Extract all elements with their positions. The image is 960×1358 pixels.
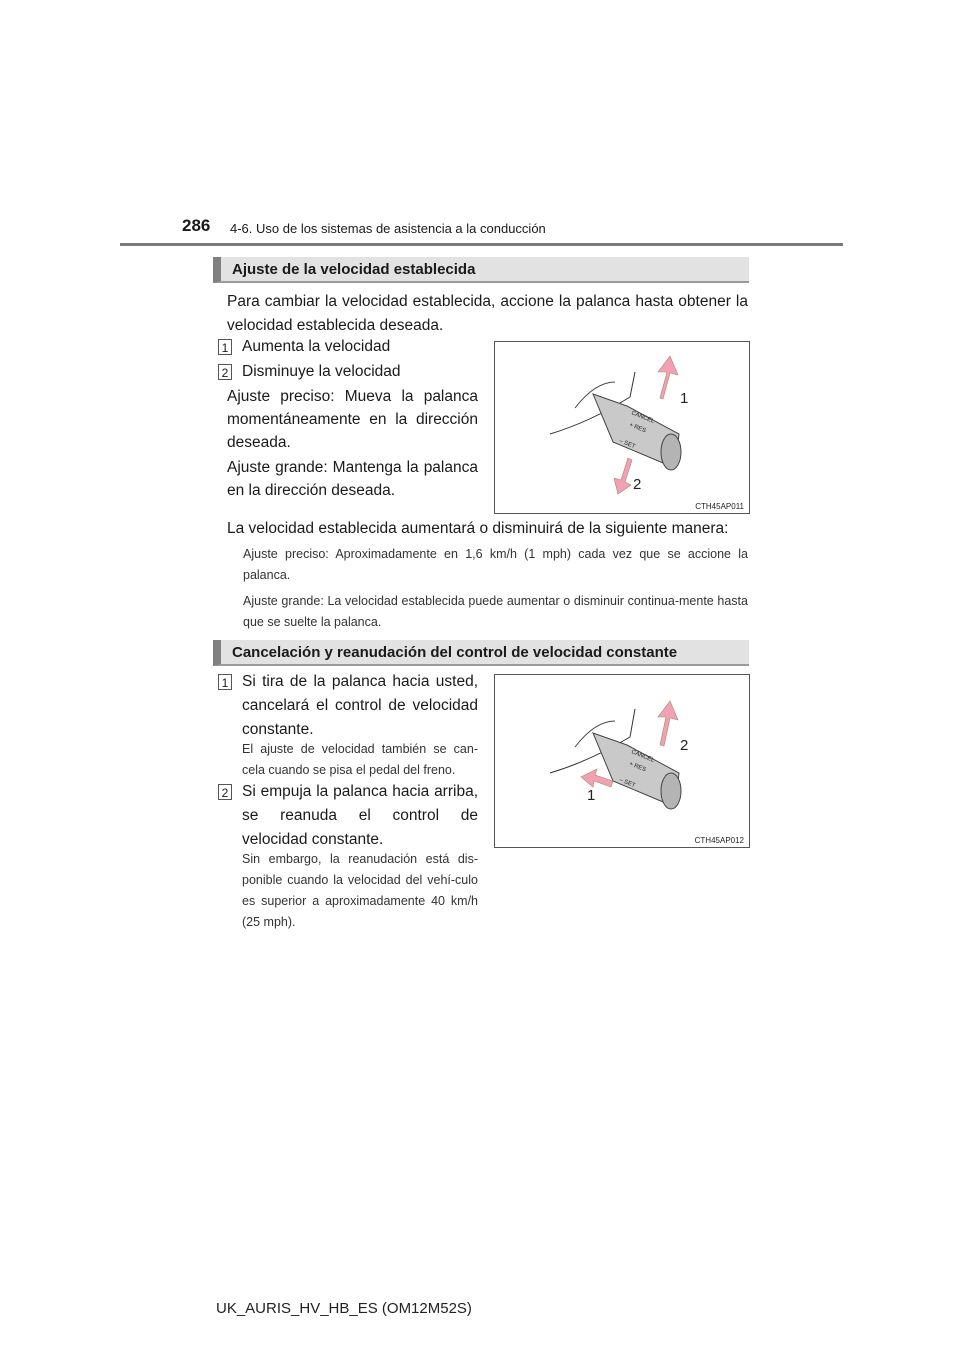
item-number-badge: 1 (218, 674, 232, 690)
section-heading-cancel-resume (213, 640, 749, 666)
item-decrease-speed: Disminuye la velocidad (242, 363, 401, 380)
figure-code: CTH45AP012 (694, 836, 744, 845)
lever-cancel-label: CANCEL (630, 410, 656, 425)
cruise-lever-illustration (495, 342, 749, 513)
intro-paragraph: Para cambiar la velocidad establecida, accione la palanca hasta obtener la velocidad establecida deseada. (227, 293, 748, 334)
arrow-pull-icon (581, 769, 613, 787)
figure-callout-1: 1 (587, 787, 596, 804)
item-cancel-text: Si tira de la palanca hacia usted, cancelará el control de velocidad constante. (242, 673, 478, 738)
figure-speed-adjust (494, 341, 750, 514)
arrow-up-icon (658, 356, 678, 399)
arrow-down-icon (614, 458, 632, 494)
lever-res-label: + RES (628, 761, 647, 774)
lever-set-label: – SET (618, 777, 636, 790)
large-adjust-paragraph: Ajuste grande: Mantenga la palanca en la dirección deseada. (227, 459, 478, 499)
figure-callout-2: 2 (680, 737, 689, 754)
cruise-lever-illustration (495, 675, 749, 847)
result-paragraph: La velocidad establecida aumentará o disminuirá de la siguiente manera: (227, 520, 729, 537)
section-heading-speed-setting (213, 257, 749, 283)
document-code-footer: UK_AURIS_HV_HB_ES (OM12M52S) (216, 1300, 472, 1317)
note-fine-adjust: Ajuste preciso: Aproximadamente en 1,6 km/h (1 mph) cada vez que se accione la palanca. (243, 547, 748, 582)
item-number-badge: 2 (218, 784, 232, 800)
item-increase-speed: Aumenta la velocidad (242, 338, 391, 355)
figure-callout-2: 2 (633, 476, 642, 493)
lever-res-label: + RES (628, 422, 647, 435)
fine-adjust-paragraph: Ajuste preciso: Mueva la palanca momentáneamente en la dirección deseada. (227, 388, 478, 451)
figure-callout-1: 1 (680, 390, 689, 407)
item-number-badge: 1 (218, 339, 232, 355)
item-number-badge: 2 (218, 364, 232, 380)
arrow-up-icon (658, 701, 678, 746)
lever-cancel-label: CANCEL (630, 749, 656, 764)
note-cancel-brake: El ajuste de velocidad también se can-cela cuando se pisa el pedal del freno. (242, 742, 478, 777)
note-large-adjust: Ajuste grande: La velocidad establecida puede aumentar o disminuir continua-mente hasta que se suelte la palanca. (243, 594, 748, 629)
section-heading-text: Ajuste de la velocidad establecida (232, 261, 476, 278)
figure-cancel-resume (494, 674, 750, 848)
note-resume-condition: Sin embargo, la reanudación está dis-ponible cuando la velocidad del vehí-culo es superior a aproximadamente 40 km/h (25 mph). (242, 852, 478, 929)
section-heading-text: Cancelación y reanudación del control de velocidad constante (232, 644, 678, 661)
chapter-title: 4-6. Uso de los sistemas de asistencia a la conducción (230, 221, 546, 236)
page-number: 286 (182, 216, 211, 235)
item-resume-text: Si empuja la palanca hacia arriba, se reanuda el control de velocidad constante. (242, 783, 478, 848)
lever-set-label: – SET (618, 438, 636, 451)
header-rule (120, 243, 843, 246)
figure-code: CTH45AP011 (695, 502, 744, 511)
